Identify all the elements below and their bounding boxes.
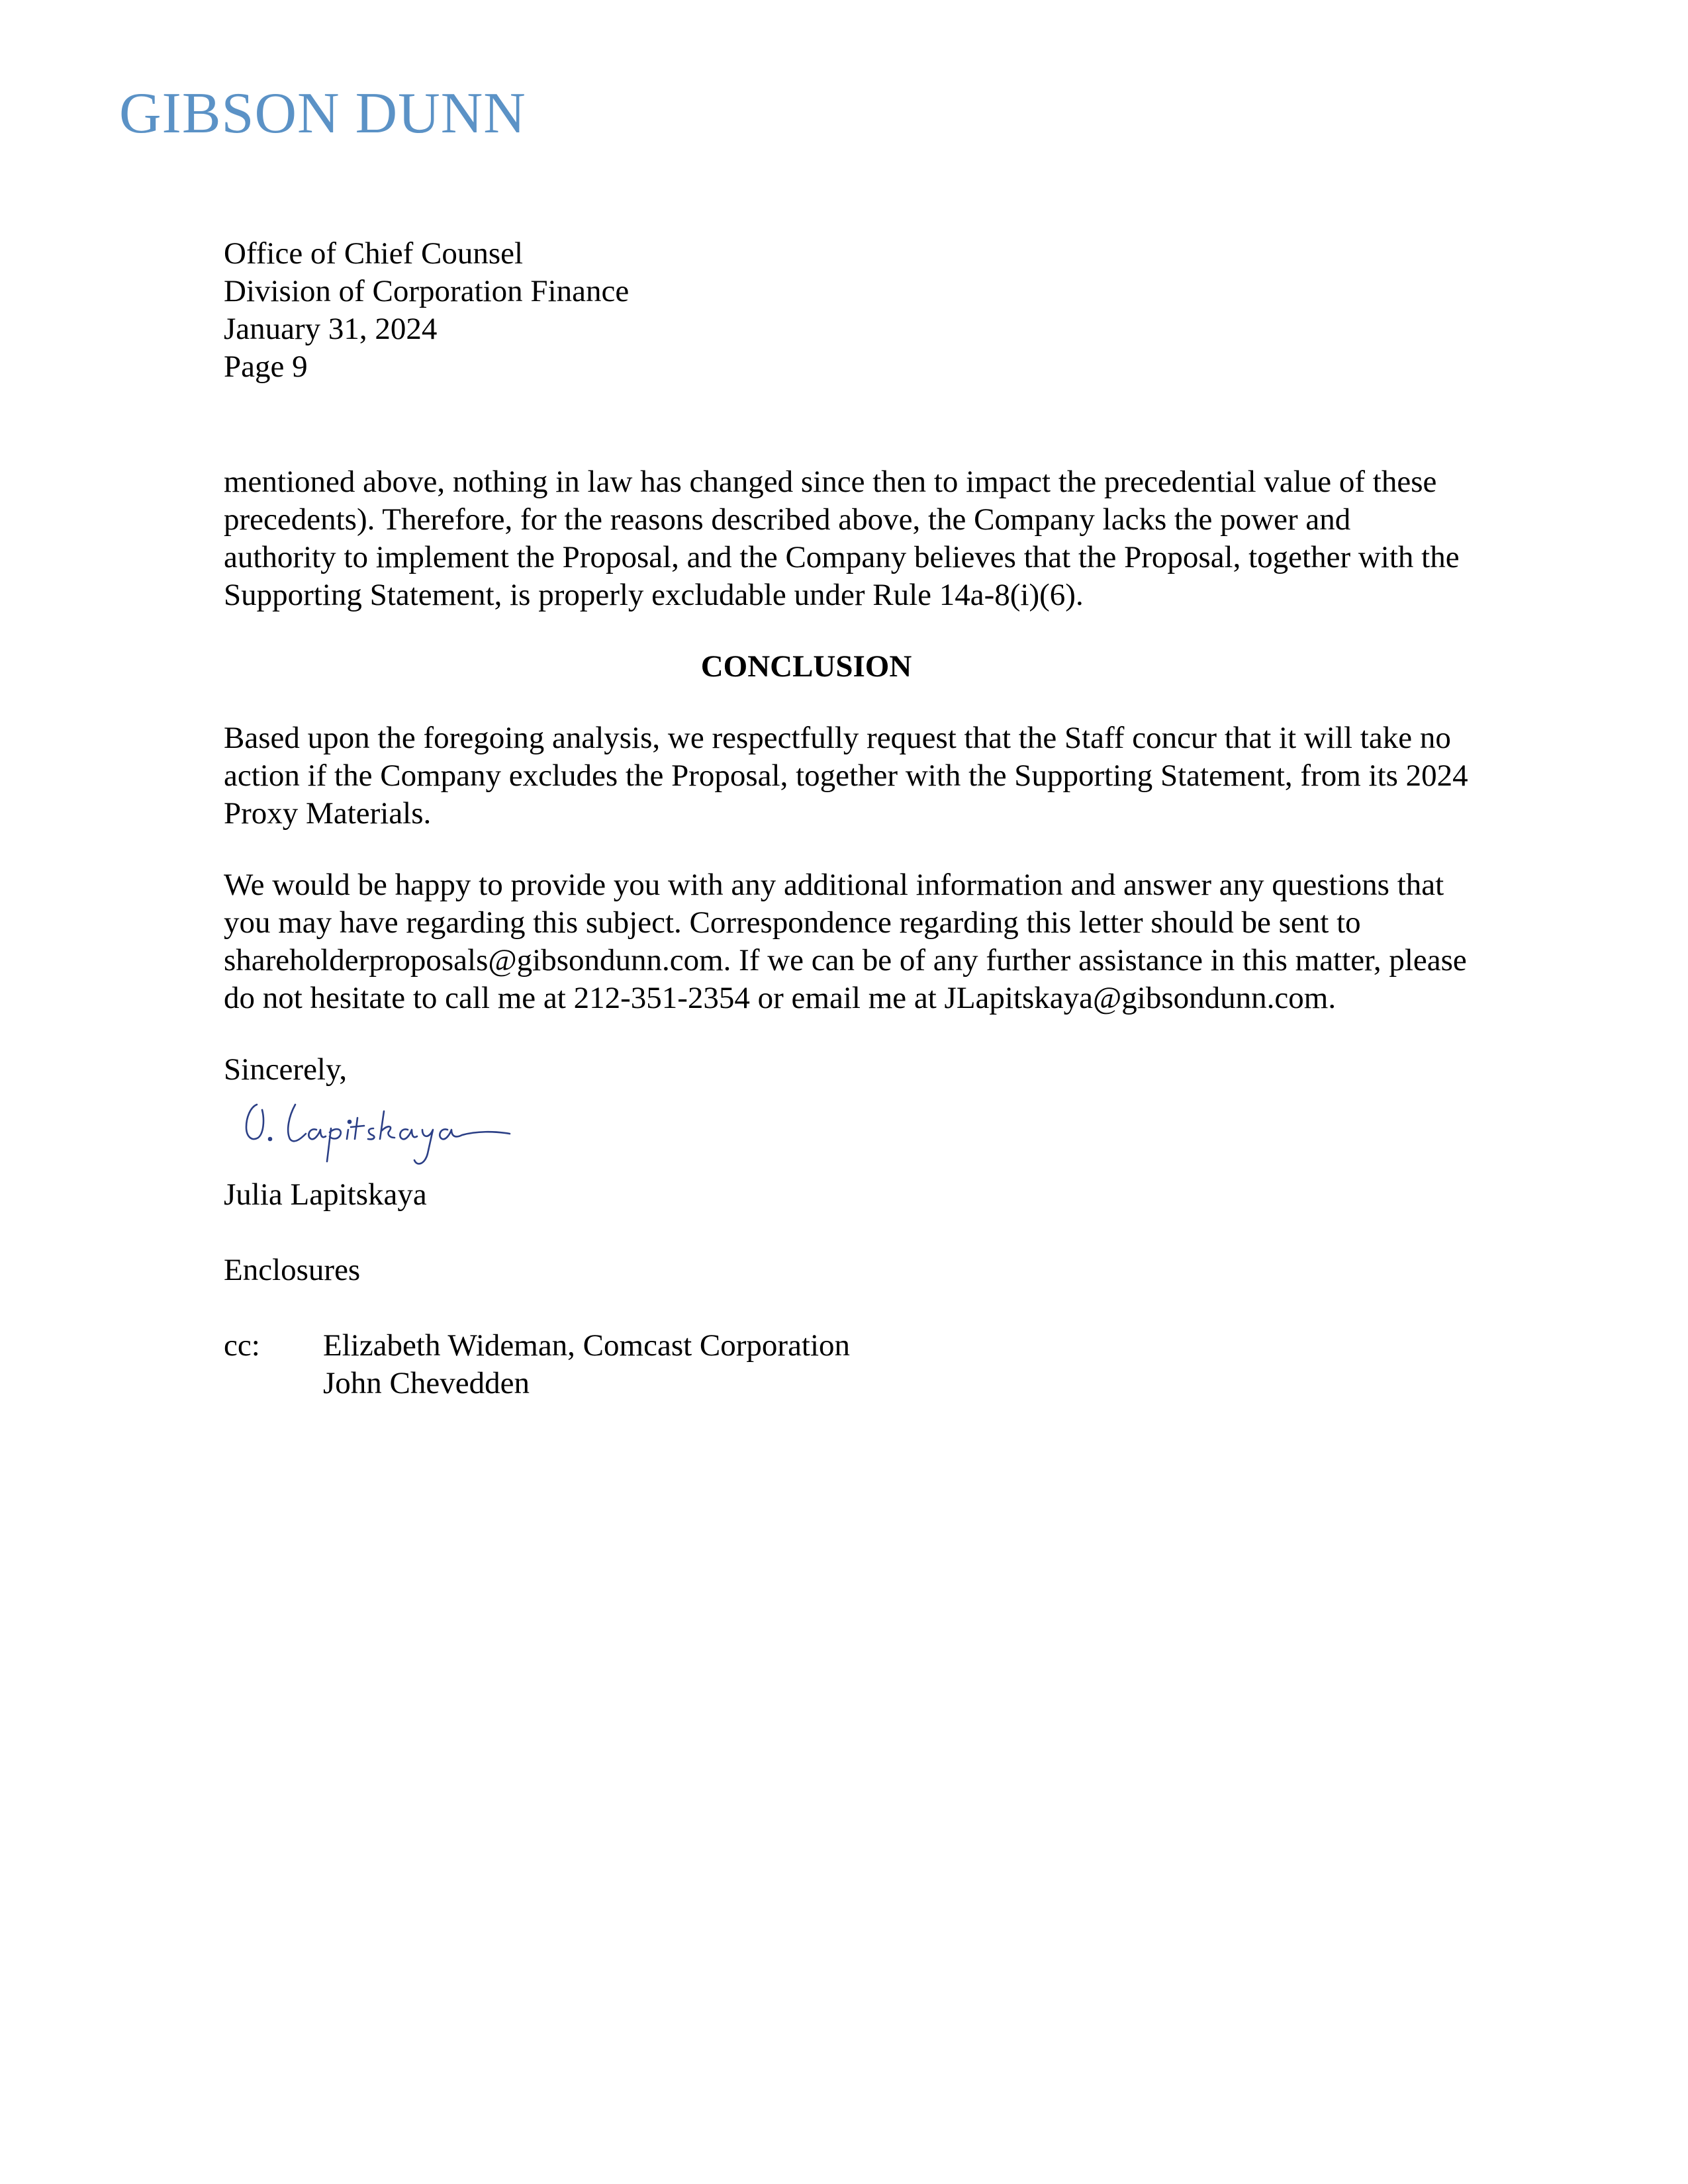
cc-recipient-list <box>323 1327 850 1402</box>
handwritten-signature-icon <box>232 1098 523 1176</box>
conclusion-paragraph: Based upon the foregoing analysis, we respectfully request that the Staff concur that it will take no action if the Company excludes the Proposal, together with the Supporting Statement, from its 2024 Proxy Materials. <box>224 721 1468 831</box>
firm-logo: GIBSON DUNN <box>119 81 526 146</box>
signature <box>224 1098 1468 1176</box>
signer-name: Julia Lapitskaya <box>224 1177 427 1212</box>
cc-recipient: John Chevedden <box>323 1366 530 1400</box>
letter-body <box>224 235 1468 1402</box>
conclusion-heading: CONCLUSION <box>700 649 912 684</box>
closing-salutation: Sincerely, <box>224 1052 348 1087</box>
continuation-paragraph: mentioned above, nothing in law has changed since then to impact the precedential value of these precedents). Therefore, for the reasons described above, the Company lacks the power and authority to implement the Proposal, and the Company believes that the Proposal, together with the Supporting Statement, is properly excludable under Rule 14a-8(i)(6). <box>224 465 1460 612</box>
cc-label: cc: <box>224 1328 260 1363</box>
recipient-office: Office of Chief Counsel <box>224 236 524 271</box>
page-number: Page 9 <box>224 349 308 384</box>
enclosures-note: Enclosures <box>224 1253 361 1287</box>
cc-block <box>224 1327 1468 1402</box>
letter-date: January 31, 2024 <box>224 312 438 346</box>
contact-paragraph: We would be happy to provide you with any additional information and answer any questions that you may have regarding this subject. Correspondence regarding this letter should be sent to shareholderproposals@gibsondunn.com. If we can be of any further assistance in this matter, please do not hesitate to call me at 212-351-2354 or email me at JLapitskaya@gibsondunn.com. <box>224 868 1467 1015</box>
cc-recipient: Elizabeth Wideman, Comcast Corporation <box>323 1328 851 1363</box>
recipient-division: Division of Corporation Finance <box>224 274 630 308</box>
